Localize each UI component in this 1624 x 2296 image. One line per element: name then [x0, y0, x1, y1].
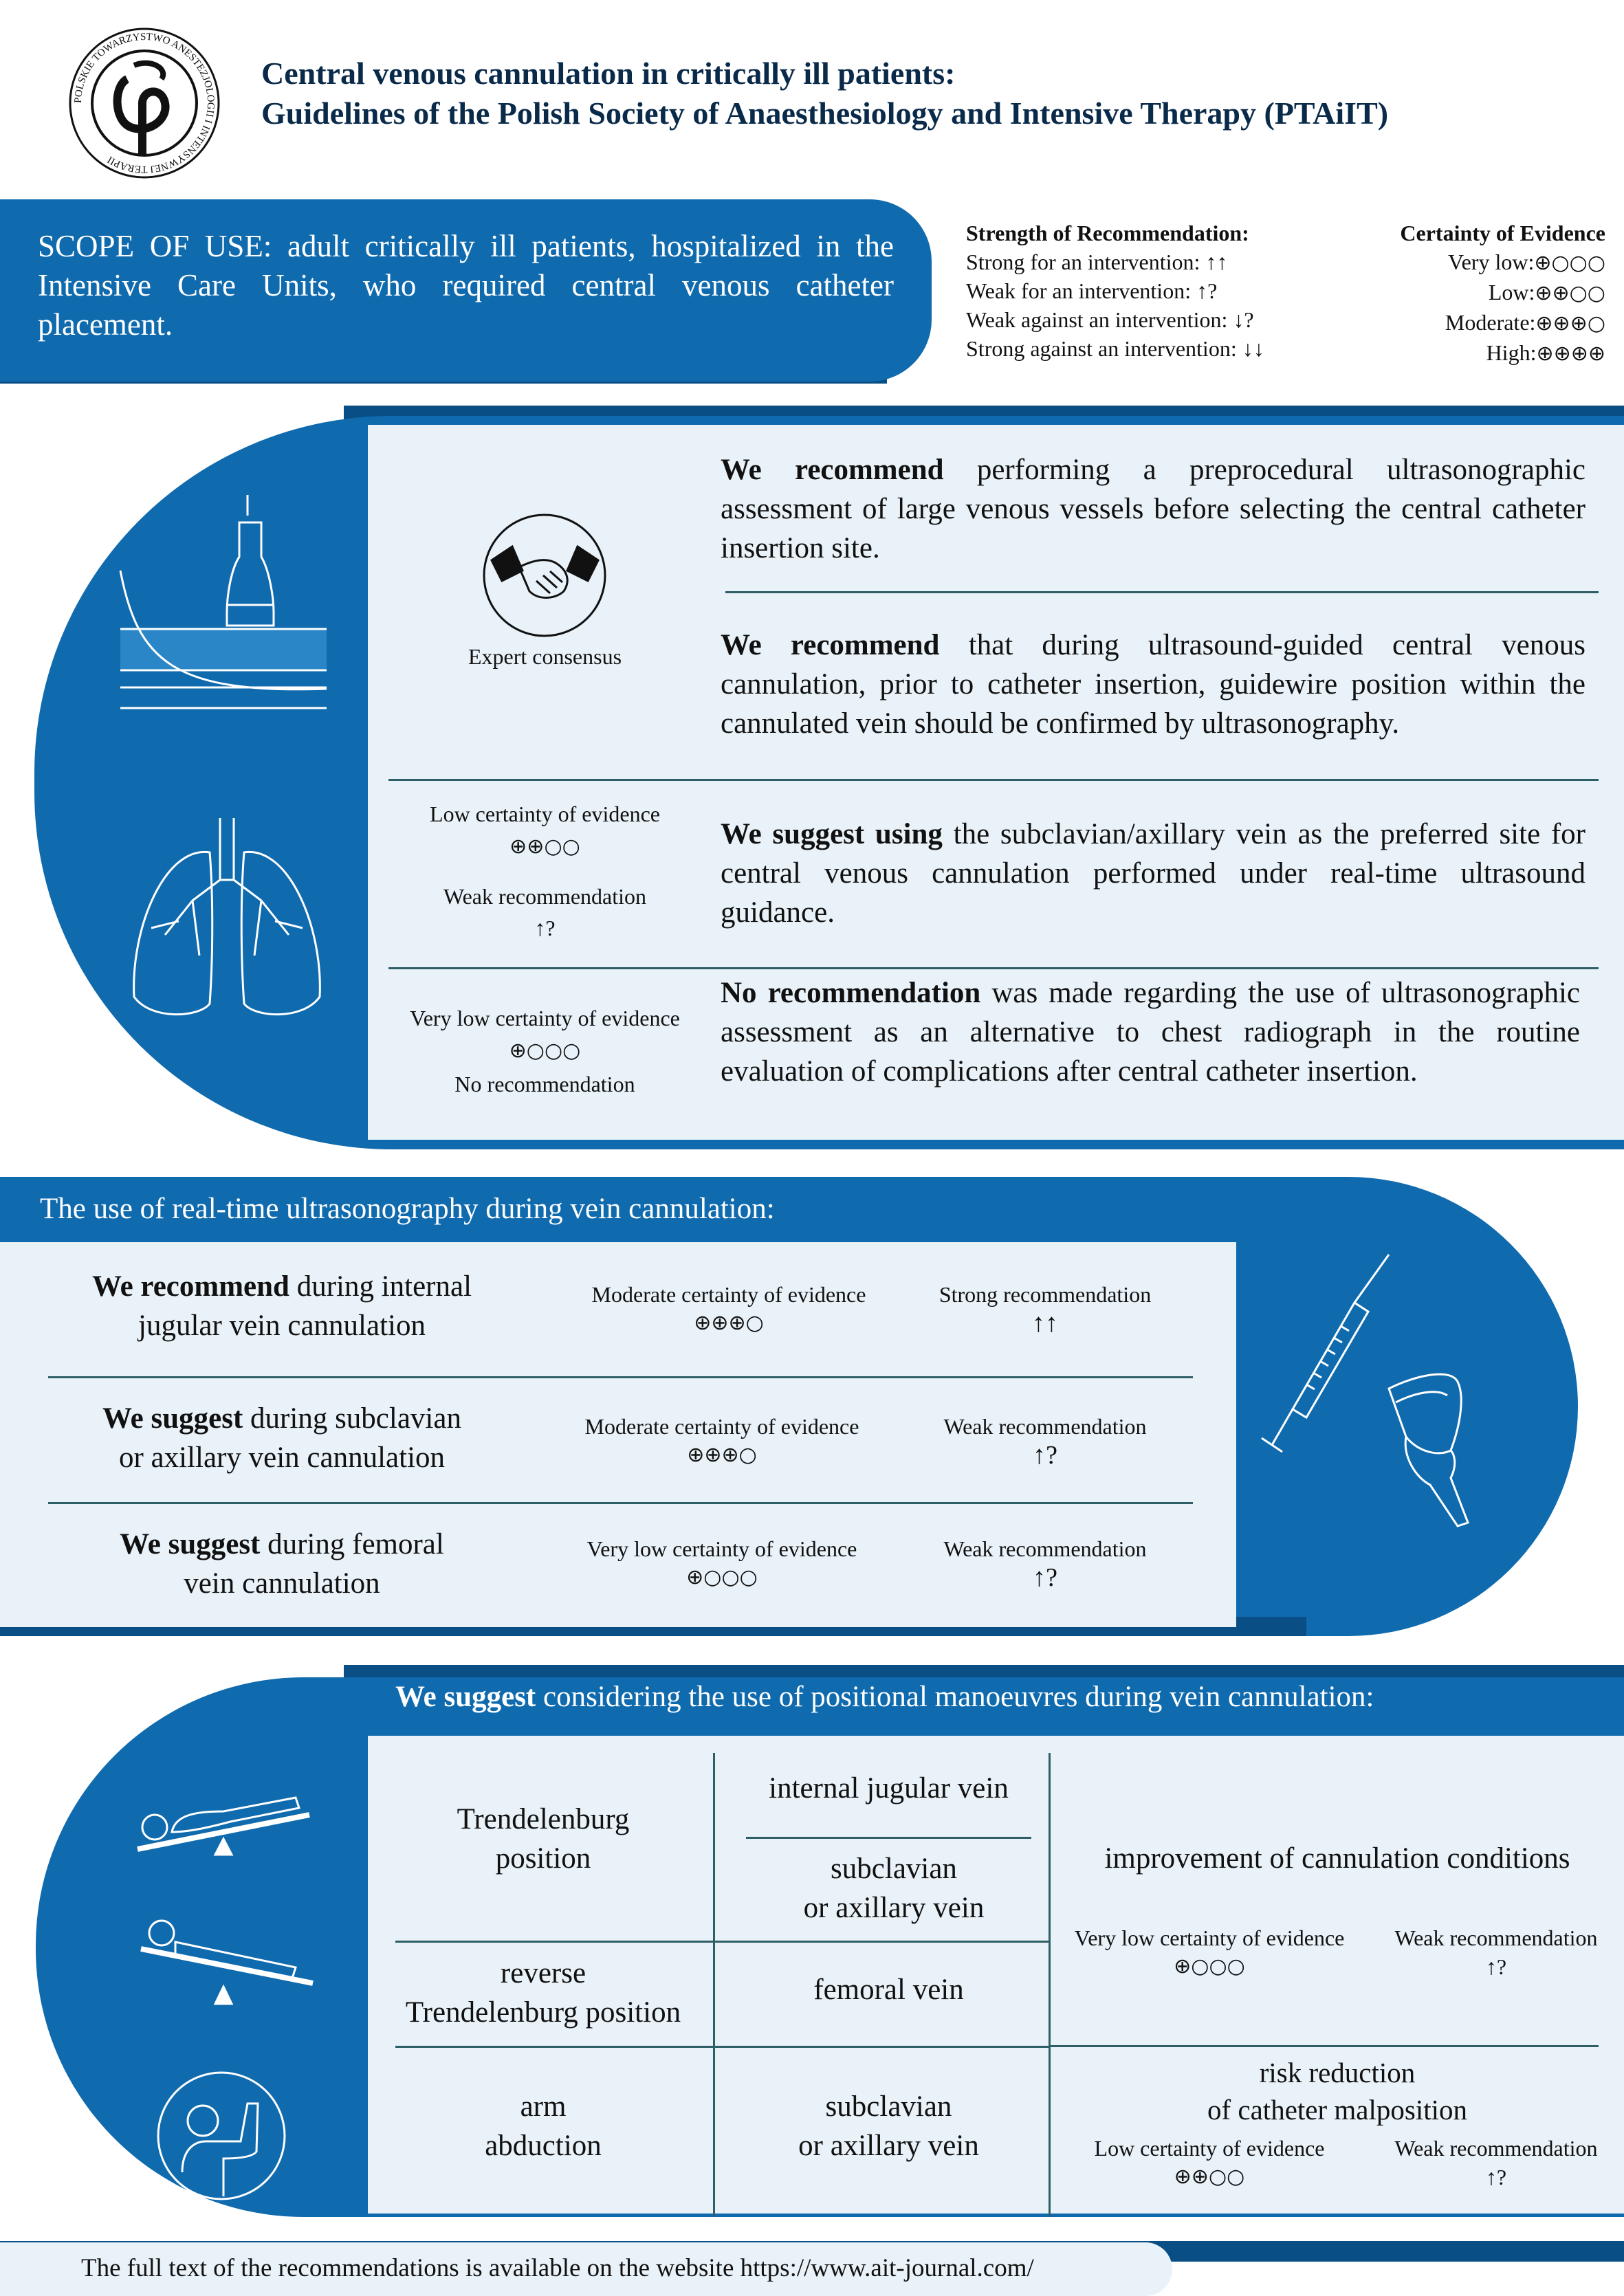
- us-row-3-recommendation: [48, 1525, 516, 1603]
- us-row-3-certainty-cell: [543, 1534, 901, 1592]
- strength-legend: [966, 219, 1351, 363]
- rec4-bold: No recommendation: [721, 977, 981, 1009]
- us-row-1-arrows: ↑↑: [1032, 1309, 1058, 1338]
- arm-abduction-icon: [155, 2069, 289, 2203]
- rec3-certainty-symbols: ⊕⊕○○: [509, 835, 580, 859]
- strength-item: Strong against an intervention: ↓↓: [966, 336, 1264, 361]
- rec2-body: that during ultrasound-guided central venous cannulation, prior to catheter insertion, guidewire position within the cannulated vein should be confirmed by ultrasonography.: [721, 629, 1585, 740]
- improvement-arrows: ↑?: [1485, 1954, 1507, 1979]
- rec4-body: was made regarding the use of ultrasonographic assessment as an alternative to chest radiograph in the routine evaluation of complications after central catheter insertion.: [721, 977, 1580, 1088]
- strength-item: Strong for an intervention: ↑↑: [966, 250, 1228, 274]
- us-row-3-bold: We suggest: [120, 1528, 261, 1560]
- page-title-line-1: Central venous cannulation in critically ill patients:: [261, 56, 956, 91]
- section3-header-bold: We suggest: [395, 1681, 536, 1713]
- us-row-3-strength-cell: [914, 1534, 1176, 1592]
- lungs-icon: [124, 818, 330, 1024]
- trendelenburg-cell: [382, 1800, 705, 1878]
- rec3-strength: Weak recommendation: [443, 884, 647, 909]
- us-row-1-strength: Strong recommendation: [939, 1282, 1152, 1307]
- risk-arrows: ↑?: [1485, 2165, 1507, 2189]
- strength-item: Weak for an intervention: ↑?: [966, 278, 1218, 303]
- section3-header-text: considering the use of positional manoeuvres during vein cannulation:: [536, 1681, 1374, 1713]
- us-row-3-text1: during femoral: [260, 1528, 444, 1560]
- us-row-1-recommendation: [48, 1267, 516, 1345]
- reverse-line1: reverse: [500, 1957, 586, 1989]
- rec1-text: [721, 450, 1585, 568]
- us-row-2-certainty-cell: [543, 1412, 901, 1470]
- us-row-2-bold: We suggest: [102, 1402, 243, 1435]
- subclavian-2-line1: subclavian: [825, 2090, 952, 2123]
- scope-text: SCOPE OF USE: adult critically ill patients, hospitalized in the Intensive Care Units, who required central venous catheter placement.: [38, 229, 894, 342]
- us-row-2-arrows: ↑?: [1033, 1441, 1057, 1470]
- section1-divider-2: [388, 967, 1599, 969]
- us-row-3-text2: vein cannulation: [184, 1567, 380, 1600]
- rec1-divider: [725, 591, 1599, 593]
- section3-header: [395, 1677, 1374, 1717]
- arm-line2: abduction: [485, 2130, 602, 2162]
- rec3-text: [721, 815, 1585, 932]
- ultrasound-probe-icon: [117, 495, 337, 736]
- reverse-trendelenburg-cell: [378, 1954, 708, 2032]
- arm-abduction-cell: [382, 2087, 705, 2165]
- trendelenburg-line1: Trendelenburg: [457, 1803, 630, 1835]
- table-line-h1: [395, 1941, 1049, 1943]
- strength-legend-title: Strength of Recommendation:: [966, 221, 1249, 245]
- certainty-label: Moderate:: [1445, 310, 1536, 335]
- table-line-h2: [395, 2046, 1049, 2048]
- syringe-probe-icon: [1251, 1251, 1526, 1540]
- us-row-1-certainty-cell: [550, 1280, 908, 1338]
- risk-line1: risk reduction: [1259, 2057, 1416, 2088]
- risk-line2: of catheter malposition: [1207, 2094, 1467, 2126]
- certainty-label: Low:: [1488, 280, 1535, 305]
- us-row-3-arrows: ↑?: [1033, 1563, 1057, 1592]
- risk-certainty-cell: [1051, 2134, 1368, 2192]
- rec2-text: [721, 626, 1585, 743]
- us-row-1-bold: We recommend: [91, 1270, 289, 1303]
- femoral-vein-cell: femoral vein: [813, 1974, 964, 2006]
- rec1-bold: We recommend: [721, 454, 944, 486]
- certainty-symbols: ⊕⊕⊕○: [1535, 311, 1605, 335]
- us-row-2-recommendation: [48, 1399, 516, 1477]
- subclavian-2-cell: [715, 2087, 1062, 2165]
- reverse-trendelenburg-icon: [138, 1918, 316, 2014]
- subclavian-cell: [715, 1849, 1073, 1928]
- us-row-3-certainty: Very low certainty of evidence: [586, 1536, 857, 1561]
- rec3-bold: We suggest using: [721, 818, 943, 850]
- rec4-strength: No recommendation: [454, 1072, 635, 1096]
- arm-line1: arm: [520, 2090, 567, 2123]
- logo-ring-text: POLSKIE TOWARZYSTWO ANESTEZJOLOGII I INTENSYWNEJ TERAPII: [72, 31, 217, 175]
- us-row-3-symbols: ⊕○○○: [686, 1565, 758, 1589]
- risk-strength-cell: [1368, 2134, 1624, 2192]
- rec3-arrows: ↑?: [534, 916, 556, 940]
- strength-item: Weak against an intervention: ↓?: [966, 307, 1254, 332]
- certainty-symbols: ⊕⊕○○: [1535, 281, 1605, 305]
- us-row-divider: [48, 1502, 1193, 1504]
- rec3-body: the subclavian/axillary vein as the preferred site for central venous cannulation performed under real-time ultrasound guidance.: [721, 818, 1585, 929]
- us-row-1-strength-cell: [914, 1280, 1176, 1338]
- us-row-1-certainty: Moderate certainty of evidence: [591, 1282, 866, 1307]
- rec3-certainty: Low certainty of evidence: [430, 802, 660, 826]
- rec1-body: performing a preprocedural ultrasonographic assessment of large venous vessels before selecting the central catheter insertion site.: [721, 454, 1585, 564]
- page-title-line-2: Guidelines of the Polish Society of Anaesthesiology and Intensive Therapy (PTAiIT): [261, 96, 1389, 131]
- section2-header: The use of real-time ultrasonography during vein cannulation:: [40, 1193, 775, 1225]
- rec4-evidence: [385, 1004, 705, 1099]
- rec2-bold: We recommend: [721, 629, 940, 661]
- handshake-icon: [481, 512, 608, 639]
- improvement-certainty-cell: [1051, 1923, 1368, 1981]
- expert-consensus-label: Expert consensus: [468, 644, 622, 669]
- risk-reduction-cell: [1051, 2054, 1624, 2128]
- scope-box: [0, 199, 932, 382]
- certainty-label: High:: [1486, 340, 1537, 365]
- risk-certainty: Low certainty of evidence: [1094, 2136, 1325, 2161]
- improvement-label: improvement of cannulation conditions: [1104, 1842, 1570, 1875]
- us-row-1-text1: during internal: [289, 1270, 472, 1303]
- section1-divider-1: [388, 779, 1599, 781]
- us-row-2-certainty: Moderate certainty of evidence: [584, 1414, 859, 1439]
- trendelenburg-icon: [134, 1774, 313, 1863]
- us-row-2-text1: during subclavian: [243, 1402, 461, 1435]
- rec4-certainty-symbols: ⊕○○○: [509, 1039, 581, 1063]
- rec4-text: [721, 973, 1580, 1091]
- us-row-1-text2: jugular vein cannulation: [138, 1310, 426, 1342]
- improvement-symbols: ⊕○○○: [1174, 1954, 1245, 1978]
- rec3-evidence: [392, 799, 698, 942]
- risk-strength: Weak recommendation: [1394, 2136, 1598, 2161]
- subclavian-line2: or axillary vein: [803, 1892, 985, 1924]
- us-row-2-symbols: ⊕⊕⊕○: [687, 1443, 757, 1467]
- table-line-h3: [1049, 2045, 1599, 2047]
- improvement-strength: Weak recommendation: [1394, 1925, 1598, 1950]
- us-row-2-text2: or axillary vein cannulation: [118, 1442, 446, 1474]
- internal-jugular-cell: internal jugular vein: [769, 1772, 1009, 1804]
- trendelenburg-line2: position: [495, 1842, 591, 1875]
- certainty-symbols: ⊕⊕⊕⊕: [1536, 342, 1605, 366]
- us-row-2-strength: Weak recommendation: [943, 1414, 1147, 1439]
- society-logo: [65, 24, 223, 182]
- certainty-legend-title: Certainty of Evidence: [1400, 221, 1605, 245]
- us-row-3-strength: Weak recommendation: [943, 1536, 1147, 1561]
- rec4-certainty: Very low certainty of evidence: [410, 1006, 680, 1030]
- improvement-strength-cell: [1368, 1923, 1624, 1981]
- table-line-h-inner: [746, 1837, 1031, 1839]
- us-row-1-symbols: ⊕⊕⊕○: [694, 1311, 764, 1335]
- us-row-2-strength-cell: [914, 1412, 1176, 1470]
- certainty-symbols: ⊕○○○: [1534, 251, 1605, 275]
- reverse-line2: Trendelenburg position: [405, 1996, 681, 2029]
- certainty-label: Very low:: [1448, 250, 1535, 274]
- certainty-legend: [1348, 219, 1605, 368]
- risk-symbols: ⊕⊕○○: [1174, 2165, 1245, 2189]
- footer-text: The full text of the recommendations is available on the website https://www.ait-journal.com/: [81, 2254, 1034, 2282]
- improvement-certainty: Very low certainty of evidence: [1074, 1925, 1345, 1950]
- subclavian-2-line2: or axillary vein: [798, 2130, 979, 2162]
- us-row-divider: [48, 1376, 1193, 1378]
- subclavian-line1: subclavian: [831, 1853, 957, 1885]
